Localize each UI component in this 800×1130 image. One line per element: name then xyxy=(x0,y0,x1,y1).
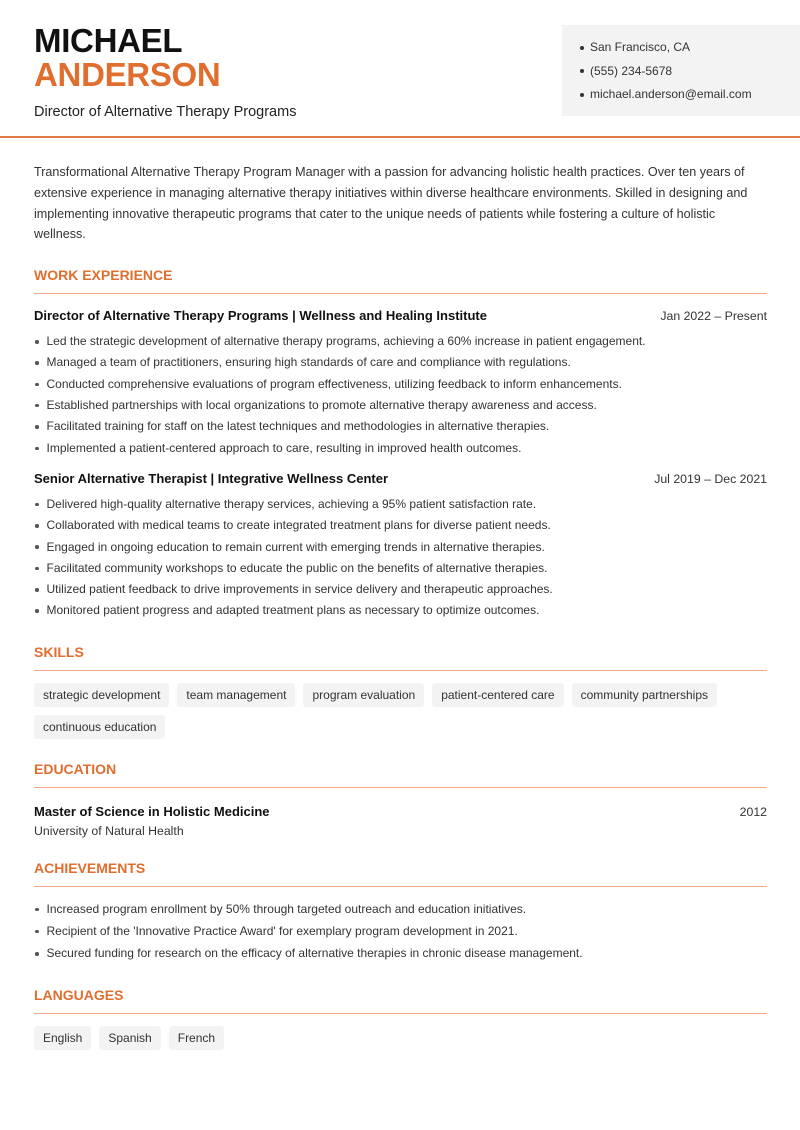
list-item xyxy=(34,537,767,558)
list-item xyxy=(34,395,767,416)
job-entry xyxy=(34,471,767,622)
job-role: Senior Alternative Therapist | Integrative Wellness Center xyxy=(34,470,389,486)
skill-tag: community partnerships xyxy=(572,683,717,707)
list-item xyxy=(34,921,767,942)
bullet-text: Delivered high-quality alternative therapy services, achieving a 95% patient satisfaction rate. xyxy=(46,496,537,511)
job-header xyxy=(34,308,767,323)
bullet-text: Collaborated with medical teams to create integrated treatment plans for diverse patient needs. xyxy=(46,518,551,533)
resume-header xyxy=(0,0,800,138)
bullet-icon xyxy=(35,361,39,365)
bullet-icon xyxy=(580,93,584,97)
skill-tag: team management xyxy=(177,683,295,707)
bullet-icon xyxy=(35,425,39,429)
education-entry xyxy=(34,804,767,838)
summary: Transformational Alternative Therapy Program Manager with a passion for advancing holistic health practices. Over ten years of extensive experience in managing alternative therapy initiatives within diverse healthcare environments. Skilled in designing and implementing innovative therapeutic programs that cater to the unique needs of patients while fostering a culture of holistic wellness. xyxy=(34,165,748,242)
skill-tag: strategic development xyxy=(34,683,169,707)
bullet-text: Implemented a patient-centered approach to care, resulting in improved health outcomes. xyxy=(46,440,522,455)
list-item xyxy=(34,374,767,395)
contact-phone xyxy=(580,60,800,84)
resume-body xyxy=(34,162,767,1050)
job-bullets xyxy=(34,494,767,622)
bullet-text: Recipient of the 'Innovative Practice Award' for exemplary program development in 2021. xyxy=(46,924,518,939)
bullet-icon xyxy=(35,383,39,387)
job-bullets xyxy=(34,331,767,459)
language-tags xyxy=(34,1026,767,1050)
achievements-list xyxy=(34,899,767,965)
job-title: Director of Alternative Therapy Programs xyxy=(34,104,297,120)
bullet-text: Led the strategic development of alternative therapy programs, achieving a 60% increase in patient engagement. xyxy=(46,334,646,349)
bullet-text: Managed a team of practitioners, ensuring high standards of care and compliance with regulations. xyxy=(46,355,571,370)
bullet-icon xyxy=(35,503,39,507)
bullet-icon xyxy=(35,952,39,956)
skill-tag: continuous education xyxy=(34,715,165,739)
list-item xyxy=(34,558,767,579)
list-item xyxy=(34,600,767,621)
bullet-text: Secured funding for research on the efficacy of alternative therapies in chronic disease management. xyxy=(46,946,583,961)
bullet-icon xyxy=(35,524,39,528)
first-name: MICHAEL xyxy=(34,22,183,59)
list-item xyxy=(34,943,767,964)
job-dates: Jul 2019 – Dec 2021 xyxy=(654,471,767,486)
list-item xyxy=(34,331,767,352)
list-item xyxy=(34,352,767,373)
bullet-icon xyxy=(35,930,39,934)
bullet-icon xyxy=(580,46,584,50)
bullet-text: Conducted comprehensive evaluations of program effectiveness, utilizing feedback to inform enhancements. xyxy=(46,376,622,391)
job-role: Director of Alternative Therapy Programs | Wellness and Healing Institute xyxy=(34,308,487,324)
email-text[interactable]: michael.anderson@email.com xyxy=(590,87,752,101)
degree: Master of Science in Holistic Medicine xyxy=(34,803,270,819)
bullet-icon xyxy=(35,340,39,344)
language-tag: French xyxy=(169,1026,224,1050)
bullet-icon xyxy=(35,908,39,912)
list-item xyxy=(34,416,767,437)
phone-text: (555) 234-5678 xyxy=(590,63,673,78)
job-header xyxy=(34,471,767,486)
list-item xyxy=(34,899,767,920)
list-item xyxy=(34,515,767,536)
bullet-text: Established partnerships with local organizations to promote alternative therapy awareness and access. xyxy=(46,398,597,413)
school: University of Natural Health xyxy=(34,823,184,838)
bullet-text: Facilitated training for staff on the latest techniques and methodologies in alternative therapies. xyxy=(46,419,550,434)
bullet-icon xyxy=(35,609,39,613)
section-title-achievements: ACHIEVEMENTS xyxy=(34,860,767,887)
education-header xyxy=(34,804,767,819)
job-dates: Jan 2022 – Present xyxy=(660,309,767,324)
list-item xyxy=(34,438,767,459)
bullet-icon xyxy=(35,545,39,549)
contact-location xyxy=(580,36,800,60)
contact-box xyxy=(562,25,800,116)
bullet-text: Utilized patient feedback to drive improvements in service delivery and therapeutic approaches. xyxy=(46,582,553,597)
job-entry xyxy=(34,308,767,459)
bullet-text: Monitored patient progress and adapted treatment plans as necessary to optimize outcomes. xyxy=(46,603,540,618)
section-title-education: EDUCATION xyxy=(34,761,767,788)
bullet-icon xyxy=(35,567,39,571)
bullet-icon xyxy=(35,447,39,451)
language-tag: English xyxy=(34,1026,91,1050)
section-title-skills: SKILLS xyxy=(34,644,767,671)
skill-tag: program evaluation xyxy=(303,683,424,707)
name-block xyxy=(34,24,296,120)
contact-email xyxy=(580,83,800,107)
list-item xyxy=(34,494,767,515)
education-year: 2012 xyxy=(739,804,767,819)
language-tag: Spanish xyxy=(99,1026,160,1050)
bullet-icon xyxy=(35,404,39,408)
bullet-icon xyxy=(580,69,584,73)
skills-tags xyxy=(34,683,767,739)
bullet-text: Increased program enrollment by 50% through targeted outreach and education initiatives. xyxy=(46,901,527,916)
list-item xyxy=(34,579,767,600)
last-name: ANDERSON xyxy=(34,56,221,93)
bullet-icon xyxy=(35,588,39,592)
skill-tag: patient-centered care xyxy=(432,683,563,707)
bullet-text: Engaged in ongoing education to remain current with emerging trends in alternative therapies. xyxy=(46,539,545,554)
location-text: San Francisco, CA xyxy=(590,40,691,54)
section-title-languages: LANGUAGES xyxy=(34,987,767,1014)
section-title-work-experience: WORK EXPERIENCE xyxy=(34,267,767,294)
bullet-text: Facilitated community workshops to educate the public on the benefits of alternative therapies. xyxy=(46,560,548,575)
